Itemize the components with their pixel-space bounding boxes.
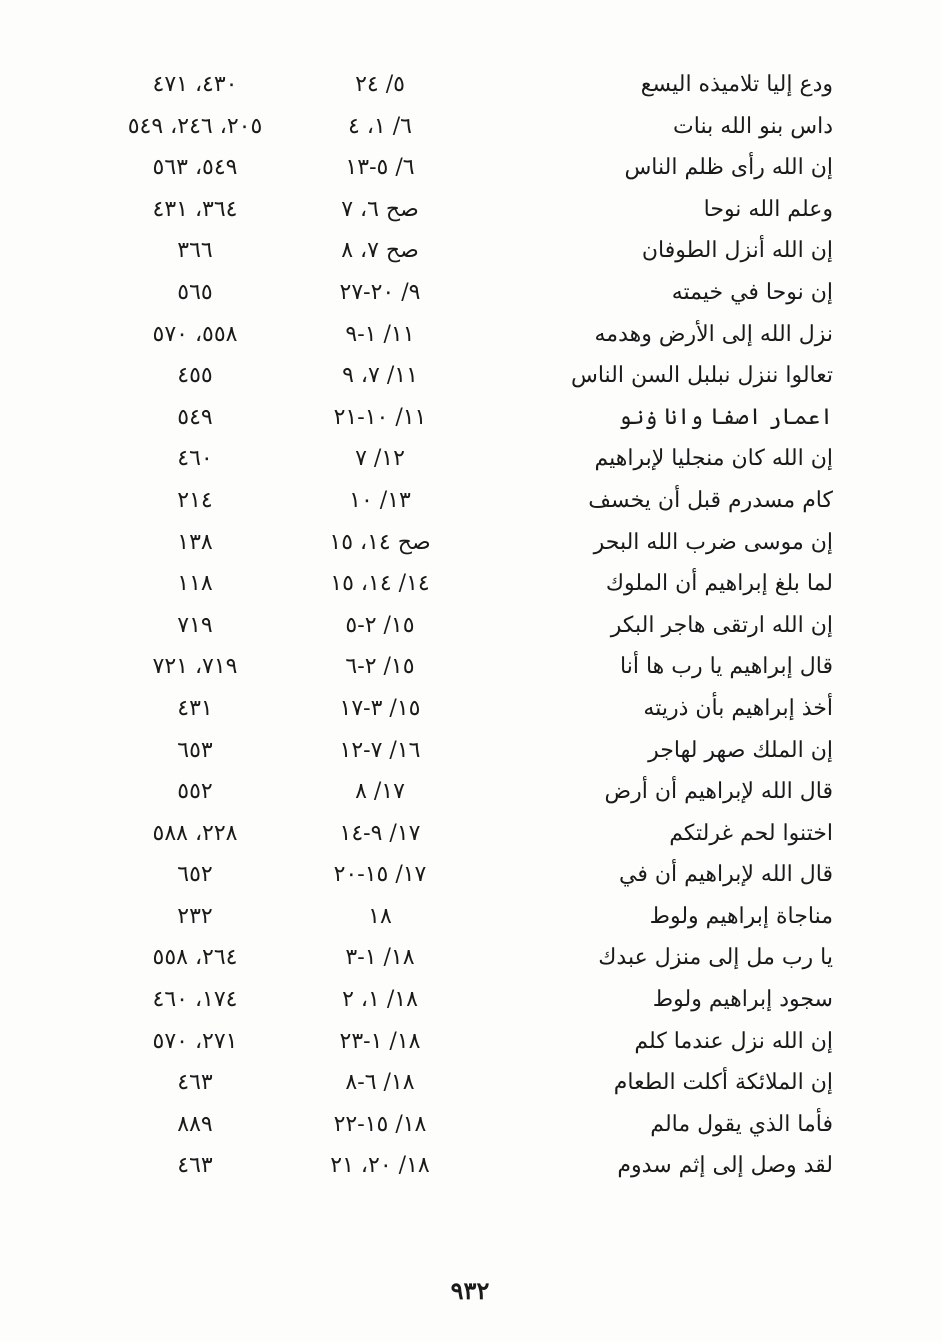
index-phrase: لما بلغ إبراهيم أن الملوك — [605, 571, 833, 597]
index-phrase: إن الله ارتقى هاجر البكر — [610, 612, 833, 638]
index-phrase: إن نوحا في خيمته — [671, 279, 833, 305]
index-phrase: سجود إبراهيم ولوط — [652, 987, 833, 1013]
index-phrase: يا رب مل إلى منزل عبدك — [598, 945, 833, 971]
index-pages: ٤٥٥ — [177, 363, 213, 389]
index-row — [0, 730, 941, 772]
index-pages: ١٧٤، ٤٦٠ — [152, 987, 238, 1013]
index-pages: ٥٤٩ — [177, 404, 213, 430]
index-reference: ١٥/ ٢-٥ — [345, 612, 415, 638]
index-reference: ١١/ ١-٩ — [345, 321, 415, 347]
index-row — [0, 1021, 941, 1063]
index-row — [0, 771, 941, 813]
index-reference: ١٥/ ٢-٦ — [345, 654, 415, 680]
index-phrase: اعمار اصفا وانا ۏنو — [618, 404, 833, 430]
index-phrase: قال الله لإبراهيم أن أرض — [604, 779, 833, 805]
index-reference: ١٧/ ٩-١٤ — [339, 820, 421, 846]
index-pages: ٢٢٨، ٥٨٨ — [152, 820, 238, 846]
index-phrase: اختنوا لحم غرلتكم — [669, 820, 833, 846]
index-reference: ١٨ — [368, 903, 392, 929]
index-phrase: إن موسى ضرب الله البحر — [593, 529, 833, 555]
index-pages: ٥٥٢ — [177, 779, 213, 805]
index-row — [0, 1145, 941, 1187]
index-reference: ٦/ ٥-١٣ — [345, 155, 415, 181]
index-phrase: كام مسدرم قبل أن يخسف — [588, 487, 833, 513]
index-reference: صح ٦، ٧ — [341, 196, 419, 222]
index-reference: ١٨/ ٦-٨ — [345, 1070, 415, 1096]
index-row — [0, 189, 941, 231]
index-row — [0, 230, 941, 272]
index-phrase: ودع إليا تلاميذه اليسع — [640, 72, 833, 97]
index-row — [0, 64, 941, 106]
index-reference: صح ٧، ٨ — [341, 238, 419, 264]
index-phrase: داس بنو الله بنات — [673, 113, 833, 139]
index-pages: ٤٦٣ — [177, 1070, 213, 1096]
index-row — [0, 605, 941, 647]
index-phrase: إن الملائكة أكلت الطعام — [613, 1070, 833, 1096]
index-reference: ١٨/ ٢٠، ٢١ — [330, 1153, 430, 1179]
index-reference: ١٤/ ١٤، ١٥ — [330, 571, 430, 597]
index-row — [0, 438, 941, 480]
index-pages: ٢٣٢ — [177, 903, 213, 929]
index-row — [0, 979, 941, 1021]
index-phrase: فأما الذي يقول مالم — [650, 1111, 833, 1137]
index-reference: ١٦/ ٧-١٢ — [339, 737, 421, 763]
index-pages: ٢٧١، ٥٧٠ — [152, 1028, 238, 1054]
index-row — [0, 1104, 941, 1146]
index-row — [0, 813, 941, 855]
index-row — [0, 272, 941, 314]
index-pages: ٤٣٠، ٤٧١ — [152, 72, 238, 97]
index-reference: صح ١٤، ١٥ — [329, 529, 431, 555]
index-reference: ٩/ ٢٠-٢٧ — [339, 279, 421, 305]
index-phrase: قال إبراهيم يا رب ها أنا — [620, 654, 833, 680]
index-reference: ١٨/ ١٥-٢٢ — [333, 1111, 427, 1137]
index-pages: ٤٦٣ — [177, 1153, 213, 1179]
index-row — [0, 646, 941, 688]
index-table — [0, 64, 941, 1187]
index-phrase: أخذ إبراهيم بأن ذريته — [643, 695, 833, 721]
index-pages: ٦٥٢ — [177, 862, 213, 888]
index-pages: ٧١٩، ٧٢١ — [152, 654, 238, 680]
index-pages: ٧١٩ — [177, 612, 213, 638]
index-reference: ١٨/ ١-٢٣ — [339, 1028, 421, 1054]
index-row — [0, 480, 941, 522]
index-row — [0, 896, 941, 938]
index-pages: ٢٠٥، ٢٤٦، ٥٤٩ — [127, 113, 263, 139]
index-row — [0, 355, 941, 397]
index-pages: ٢٦٤، ٥٥٨ — [152, 945, 238, 971]
index-pages: ٨٨٩ — [177, 1111, 213, 1137]
index-row — [0, 397, 941, 439]
index-reference: ١١/ ١٠-٢١ — [333, 404, 427, 430]
index-phrase: إن الله نزل عندما كلم — [634, 1028, 833, 1054]
index-row — [0, 147, 941, 189]
index-reference: ١٨/ ١-٣ — [345, 945, 415, 971]
index-pages: ٦٥٣ — [177, 737, 213, 763]
index-pages: ١١٨ — [177, 571, 213, 597]
index-reference: ١٧/ ١٥-٢٠ — [333, 862, 427, 888]
index-phrase: قال الله لإبراهيم أن في — [619, 862, 833, 888]
index-phrase: إن الملك صهر لهاجر — [648, 737, 833, 763]
index-reference: ١١/ ٧، ٩ — [342, 363, 418, 389]
index-reference: ١٢/ ٧ — [355, 446, 405, 472]
index-reference: ٥/ ٢٤ — [355, 72, 405, 97]
page-number: ٩٣٢ — [450, 1276, 490, 1305]
index-pages: ٤٣١ — [177, 695, 213, 721]
index-row — [0, 314, 941, 356]
index-pages: ٤٦٠ — [177, 446, 213, 472]
index-reference: ١٨/ ١، ٢ — [342, 987, 418, 1013]
index-row — [0, 688, 941, 730]
index-reference: ٦/ ١، ٤ — [348, 113, 412, 139]
index-phrase: وعلم الله نوحا — [703, 196, 833, 222]
index-phrase: إن الله كان منجليا لإبراهيم — [594, 446, 833, 472]
index-phrase: تعالوا ننزل نبلبل السن الناس — [570, 363, 833, 389]
index-phrase: نزل الله إلى الأرض وهدمه — [594, 321, 833, 347]
index-phrase: إن الله أنزل الطوفان — [641, 238, 833, 264]
index-pages: ٣٦٤، ٤٣١ — [152, 196, 238, 222]
index-pages: ٢١٤ — [177, 487, 213, 513]
index-pages: ٥٥٨، ٥٧٠ — [152, 321, 238, 347]
index-row — [0, 563, 941, 605]
index-reference: ١٣/ ١٠ — [349, 487, 411, 513]
index-pages: ٣٦٦ — [177, 238, 213, 264]
index-row — [0, 1062, 941, 1104]
index-row — [0, 106, 941, 148]
index-pages: ١٣٨ — [177, 529, 213, 555]
index-row — [0, 937, 941, 979]
index-reference: ١٧/ ٨ — [355, 779, 405, 805]
index-phrase: مناجاة إبراهيم ولوط — [649, 903, 833, 929]
index-phrase: إن الله رأى ظلم الناس — [624, 155, 833, 181]
index-phrase: لقد وصل إلى إثم سدوم — [617, 1153, 833, 1179]
index-row — [0, 522, 941, 564]
index-pages: ٥٤٩، ٥٦٣ — [152, 155, 238, 181]
index-pages: ٥٦٥ — [177, 279, 213, 305]
index-row — [0, 854, 941, 896]
index-reference: ١٥/ ٣-١٧ — [339, 695, 421, 721]
